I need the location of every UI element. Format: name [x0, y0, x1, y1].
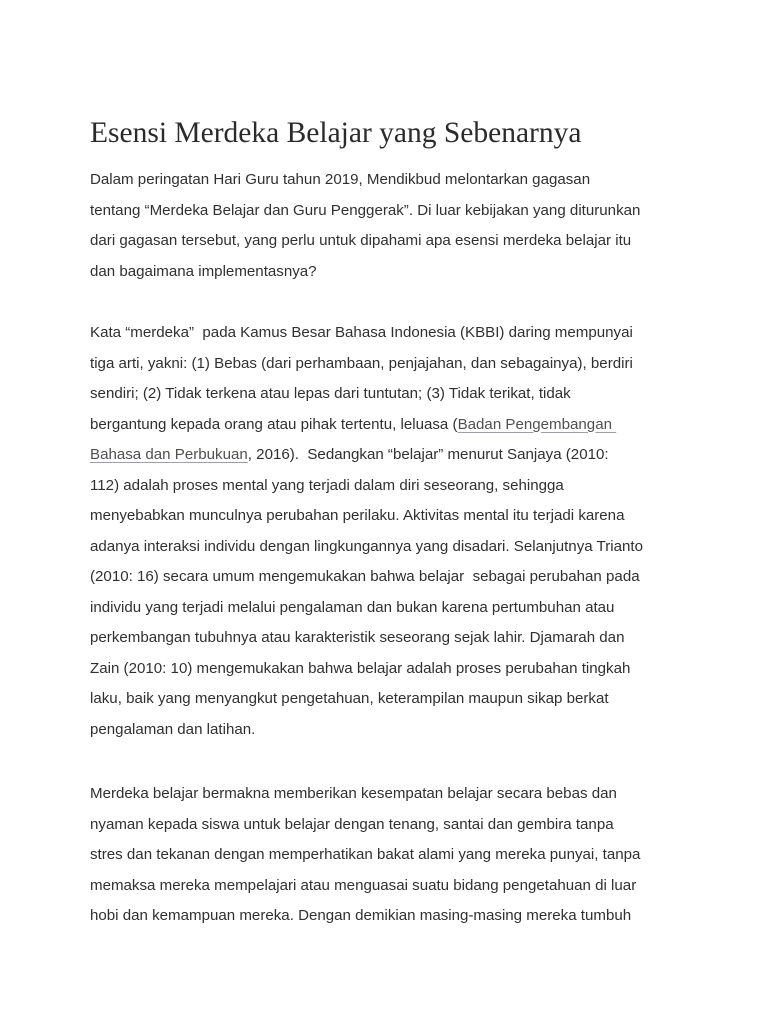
paragraph-line: stres dan tekanan dengan memperhatikan bakat alami yang mereka punyai, tanpa — [90, 846, 641, 863]
paragraph-definition — [90, 318, 643, 745]
paragraph-line: perkembangan tubuhnya atau karakteristik seseorang sejak lahir. Djamarah dan — [90, 629, 625, 646]
paragraph-line: (2010: 16) secara umum mengemukakan bahwa belajar sebagai perubahan pada — [90, 568, 640, 585]
paragraph-intro — [90, 165, 640, 287]
paragraph-line: 112) adalah proses mental yang terjadi dalam diri seseorang, sehingga — [90, 476, 564, 494]
reference-link-line-2[interactable]: Bahasa dan Perbukuan — [90, 446, 248, 463]
paragraph-line: Kata “merdeka” pada Kamus Besar Bahasa Indonesia (KBBI) daring mempunyai — [90, 324, 633, 341]
reference-link-line-1[interactable]: Badan Pengembangan — [457, 415, 617, 433]
paragraph-line: pengalaman dan latihan. — [90, 720, 256, 738]
article-title: Esensi Merdeka Belajar yang Sebenarnya — [90, 117, 582, 149]
paragraph-line: dari gagasan tersebut, yang perlu untuk dipahami apa esensi merdeka belajar itu — [90, 232, 632, 249]
paragraph-line: sendiri; (2) Tidak terkena atau lepas dari tuntutan; (3) Tidak terikat, tidak — [90, 385, 571, 402]
paragraph-line: memaksa mereka mempelajari atau menguasai suatu bidang pengetahuan di luar — [90, 876, 637, 894]
paragraph-line: tentang “Merdeka Belajar dan Guru Penggerak”. Di luar kebijakan yang diturunkan — [90, 201, 641, 219]
paragraph-line: hobi dan kemampuan mereka. Dengan demikian masing-masing mereka tumbuh — [90, 907, 632, 924]
line-text: , 2016). Sedangkan “belajar” menurut Sanjaya (2010: — [247, 446, 609, 463]
line-text: bergantung kepada orang atau pihak tertentu, leluasa ( — [90, 415, 458, 433]
paragraph-line: Merdeka belajar bermakna memberikan kesempatan belajar secara bebas dan — [90, 785, 617, 802]
paragraph-line: dan bagaimana implementasnya? — [90, 262, 317, 280]
paragraph-line: Zain (2010: 10) mengemukakan bahwa belajar adalah proses perubahan tingkah — [90, 659, 631, 677]
paragraph-line — [90, 410, 643, 441]
paragraph-line: Dalam peringatan Hari Guru tahun 2019, Mendikbud melontarkan gagasan — [90, 171, 591, 188]
paragraph-line — [90, 440, 643, 471]
paragraph-meaning — [90, 779, 640, 932]
paragraph-line: nyaman kepada siswa untuk belajar dengan tenang, santai dan gembira tanpa — [90, 815, 614, 833]
paragraph-line: laku, baik yang menyangkut pengetahuan, keterampilan maupun sikap berkat — [90, 690, 609, 707]
paragraph-line: menyebabkan munculnya perubahan perilaku. Aktivitas mental itu terjadi karena — [90, 507, 625, 524]
paragraph-line: adanya interaksi individu dengan lingkungannya yang disadari. Selanjutnya Trianto — [90, 537, 643, 555]
paragraph-line: individu yang terjadi melalui pengalaman dan bukan karena pertumbuhan atau — [90, 598, 615, 616]
paragraph-line: tiga arti, yakni: (1) Bebas (dari perhambaan, penjajahan, dan sebagainya), berdiri — [90, 354, 633, 372]
